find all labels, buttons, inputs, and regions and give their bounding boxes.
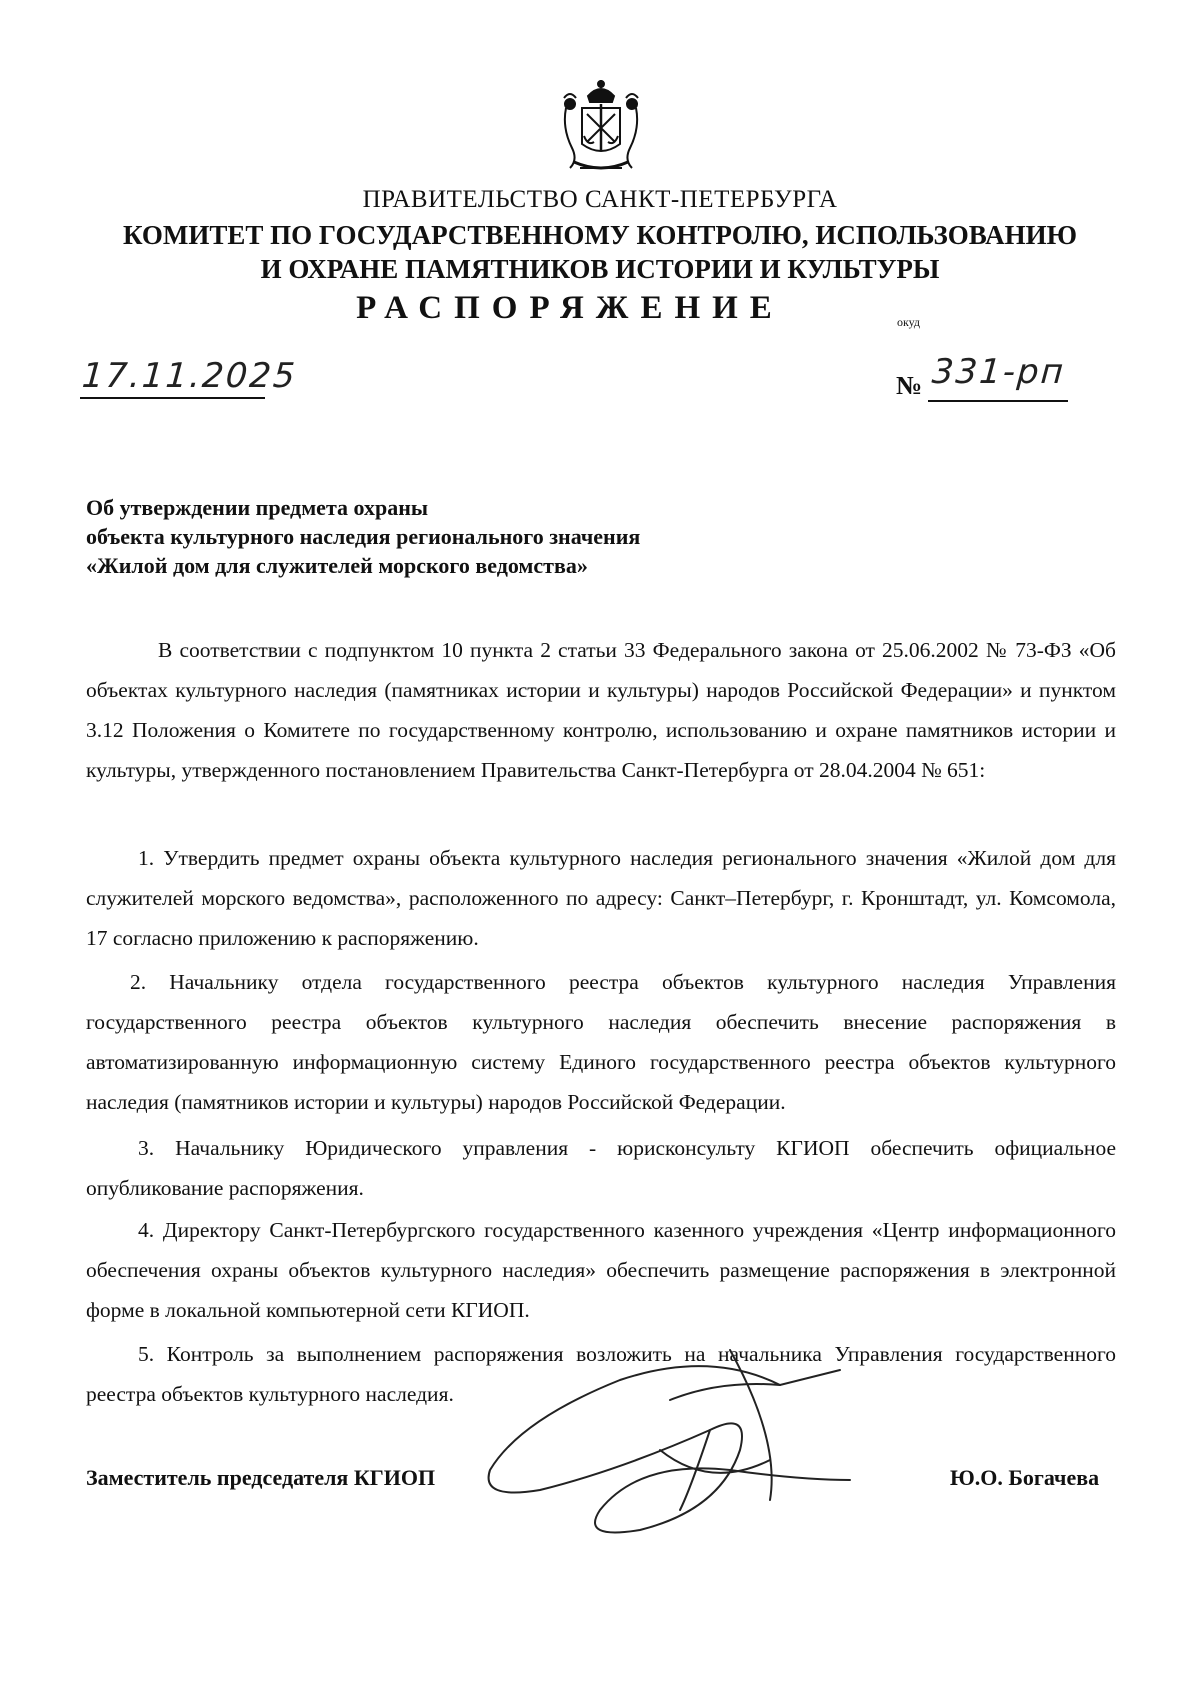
- coat-of-arms-icon: [560, 78, 642, 176]
- number-underline: [928, 400, 1068, 402]
- committee-name-line1: КОМИТЕТ ПО ГОСУДАРСТВЕННОМУ КОНТРОЛЮ, ИСПОЛЬЗОВАНИЮ: [123, 220, 1077, 250]
- preamble-paragraph: В соответствии с подпунктом 10 пункта 2 статьи 33 Федерального закона от 25.06.2002 № 73-ФЗ «Об объектах культурного наследия (памятниках истории и культуры) народов Российской Федерации» и пунктом 3.12 Положения о Комитете по государственному контролю, использованию и охране памятников истории и культуры, утвержденного постановлением Правительства Санкт-Петербурга от 28.04.2004 № 651:: [86, 638, 1116, 782]
- signer-title: Заместитель председателя КГИОП: [86, 1465, 436, 1490]
- okud-label: окуд: [897, 315, 921, 329]
- order-item-5: 5. Контроль за выполнением распоряжения возложить на начальника Управления государственного реестра объектов культурного наследия.: [86, 1342, 1116, 1406]
- government-name: ПРАВИТЕЛЬСТВО САНКТ-ПЕТЕРБУРГА: [362, 186, 838, 213]
- number-sign: №: [896, 371, 923, 400]
- document-date: 17.11.2025: [80, 356, 299, 396]
- order-item-3: 3. Начальнику Юридического управления - юрисконсульту КГИОП обеспечить официальное опубликование распоряжения.: [86, 1136, 1116, 1200]
- order-item-4: 4. Директору Санкт-Петербургского государственного казенного учреждения «Центр информационного обеспечения охраны объектов культурного наследия» обеспечить размещение распоряжения в электронной форме в локальной компьютерной сети КГИОП.: [86, 1218, 1116, 1322]
- subject-line: Об утверждении предмета охраны: [86, 495, 429, 520]
- handwritten-signature: [480, 1340, 860, 1570]
- subject-line: «Жилой дом для служителей морского ведомства»: [86, 553, 588, 578]
- subject-line: объекта культурного наследия регионального значения: [86, 524, 641, 549]
- document-type: РАСПОРЯЖЕНИЕ: [356, 290, 784, 326]
- order-item-1: 1. Утвердить предмет охраны объекта культурного наследия регионального значения «Жилой дом для служителей морского ведомства», расположенного по адресу: Санкт–Петербург, г. Кронштадт, ул. Комсомола, 17 согласно приложению к распоряжению.: [86, 846, 1116, 950]
- date-underline: [80, 397, 265, 399]
- committee-name-line2: И ОХРАНЕ ПАМЯТНИКОВ ИСТОРИИ И КУЛЬТУРЫ: [260, 254, 940, 284]
- signer-name: Ю.О. Богачева: [950, 1465, 1100, 1490]
- document-number: 331-рп: [930, 352, 1067, 392]
- order-item-2: 2. Начальнику отдела государственного реестра объектов культурного наследия Управления государственного реестра объектов культурного наследия обеспечить внесение распоряжения в автоматизированную информационную систему Единого государственного реестра объектов культурного наследия (памятников истории и культуры) народов Российской Федерации.: [86, 970, 1116, 1114]
- document-subject: [86, 493, 640, 580]
